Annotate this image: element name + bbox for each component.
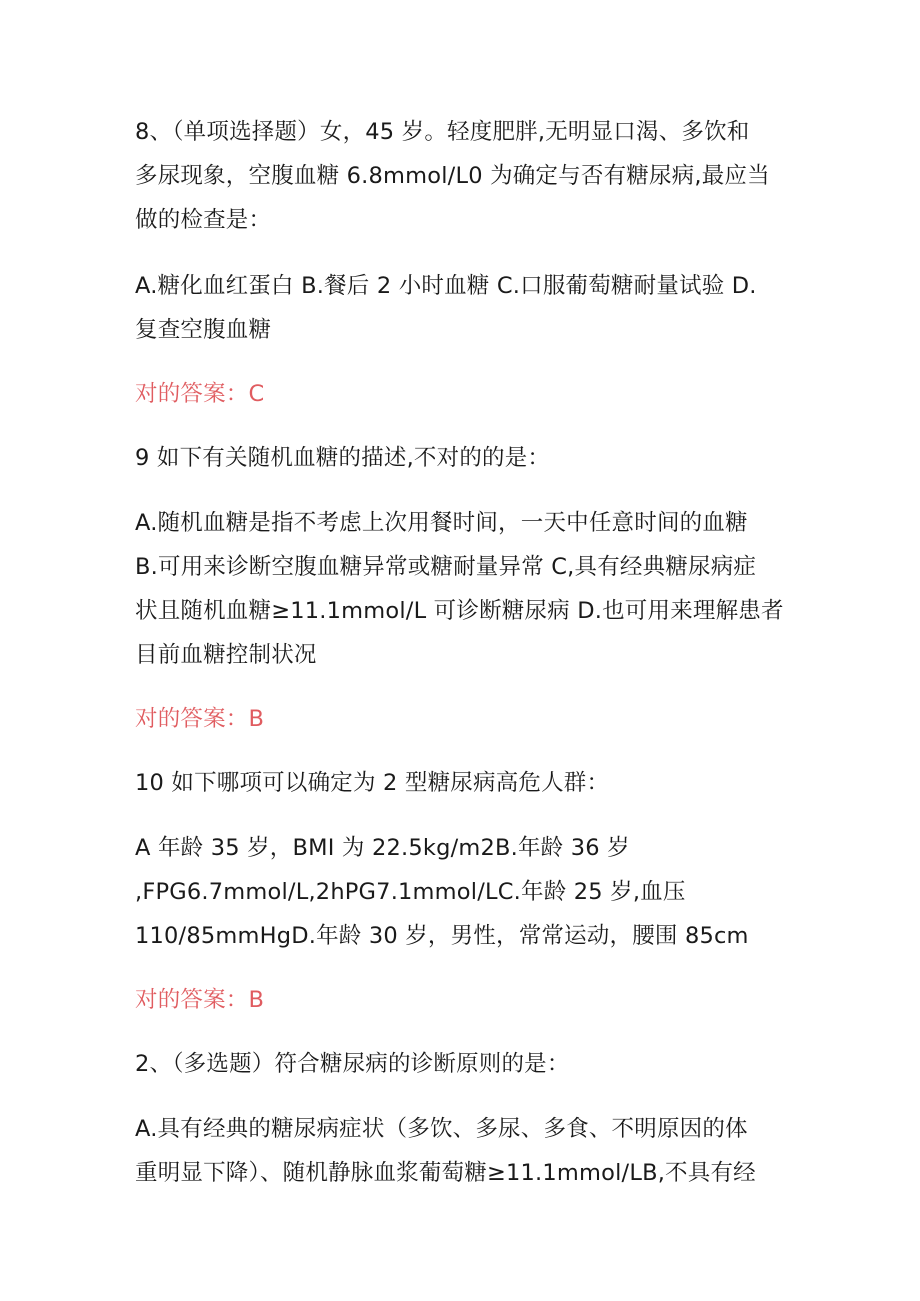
- question-2-options: [135, 1107, 785, 1195]
- question-8-options-line-2: 复查空腹血糖: [135, 317, 272, 343]
- question-2-options-line-2: 重明显下降）、随机静脉血浆葡萄糖≥11.1mmol∕LB,不具有经: [135, 1160, 756, 1186]
- question-10-line-1: 10 如下哪项可以确定为 2 型糖尿病高危人群：: [135, 770, 610, 796]
- question-9-options-line-1: A.随机血糖是指不考虑上次用餐时间，一天中任意时间的血糖: [135, 510, 748, 536]
- question-9-options: [135, 501, 785, 677]
- question-9-options-line-4: 目前血糖控制状况: [135, 642, 317, 668]
- question-10-stem: [135, 761, 785, 805]
- question-10-options-line-3: 110/85mmHgD.年龄 30 岁，男性，常常运动，腰围 85cm: [135, 923, 749, 949]
- question-9-options-line-3: 状且随机血糖≥11.1mmol/L 可诊断糖尿病 D.也可用来理解患者: [135, 598, 784, 624]
- question-8-options: [135, 264, 785, 352]
- question-10-options-line-2: ,FPG6.7mmol/L,2hPG7.1mmol/LC.年龄 25 岁,血压: [135, 879, 686, 905]
- question-10-options: [135, 826, 785, 958]
- question-8-line-2: 多尿现象，空腹血糖 6.8mmol∕L0 为确定与否有糖尿病,最应当: [135, 163, 770, 189]
- question-9-line-1: 9 如下有关随机血糖的描述,不对的的是：: [135, 445, 551, 471]
- question-9-options-line-2: B.可用来诊断空腹血糖异常或糖耐量异常 C,具有经典糖尿病症: [135, 554, 757, 580]
- question-8-stem: [135, 110, 785, 242]
- question-8-line-3: 做的检查是：: [135, 207, 272, 233]
- question-8-line-1: 8、（单项选择题）女，45 岁。轻度肥胖,无明显口渴、多饮和: [135, 119, 750, 145]
- question-8-answer: 对的答案：C: [135, 381, 265, 407]
- question-9-answer: 对的答案：B: [135, 706, 265, 732]
- question-2-options-line-1: A.具有经典的糖尿病症状（多饮、多尿、多食、不明原因的体: [135, 1116, 748, 1142]
- question-9-stem: [135, 436, 785, 480]
- document-page: [135, 110, 785, 1195]
- question-2-stem: [135, 1042, 785, 1086]
- question-10-answer: 对的答案：B: [135, 987, 265, 1013]
- question-8-options-line-1: A.糖化血红蛋白 B.餐后 2 小时血糖 C.口服葡萄糖耐量试验 D.: [135, 273, 757, 299]
- question-10-options-line-1: A 年龄 35 岁，BMI 为 22.5kg∕m2B.年龄 36 岁: [135, 835, 630, 861]
- question-2-line-1: 2、（多选题）符合糖尿病的诊断原则的是：: [135, 1051, 570, 1077]
